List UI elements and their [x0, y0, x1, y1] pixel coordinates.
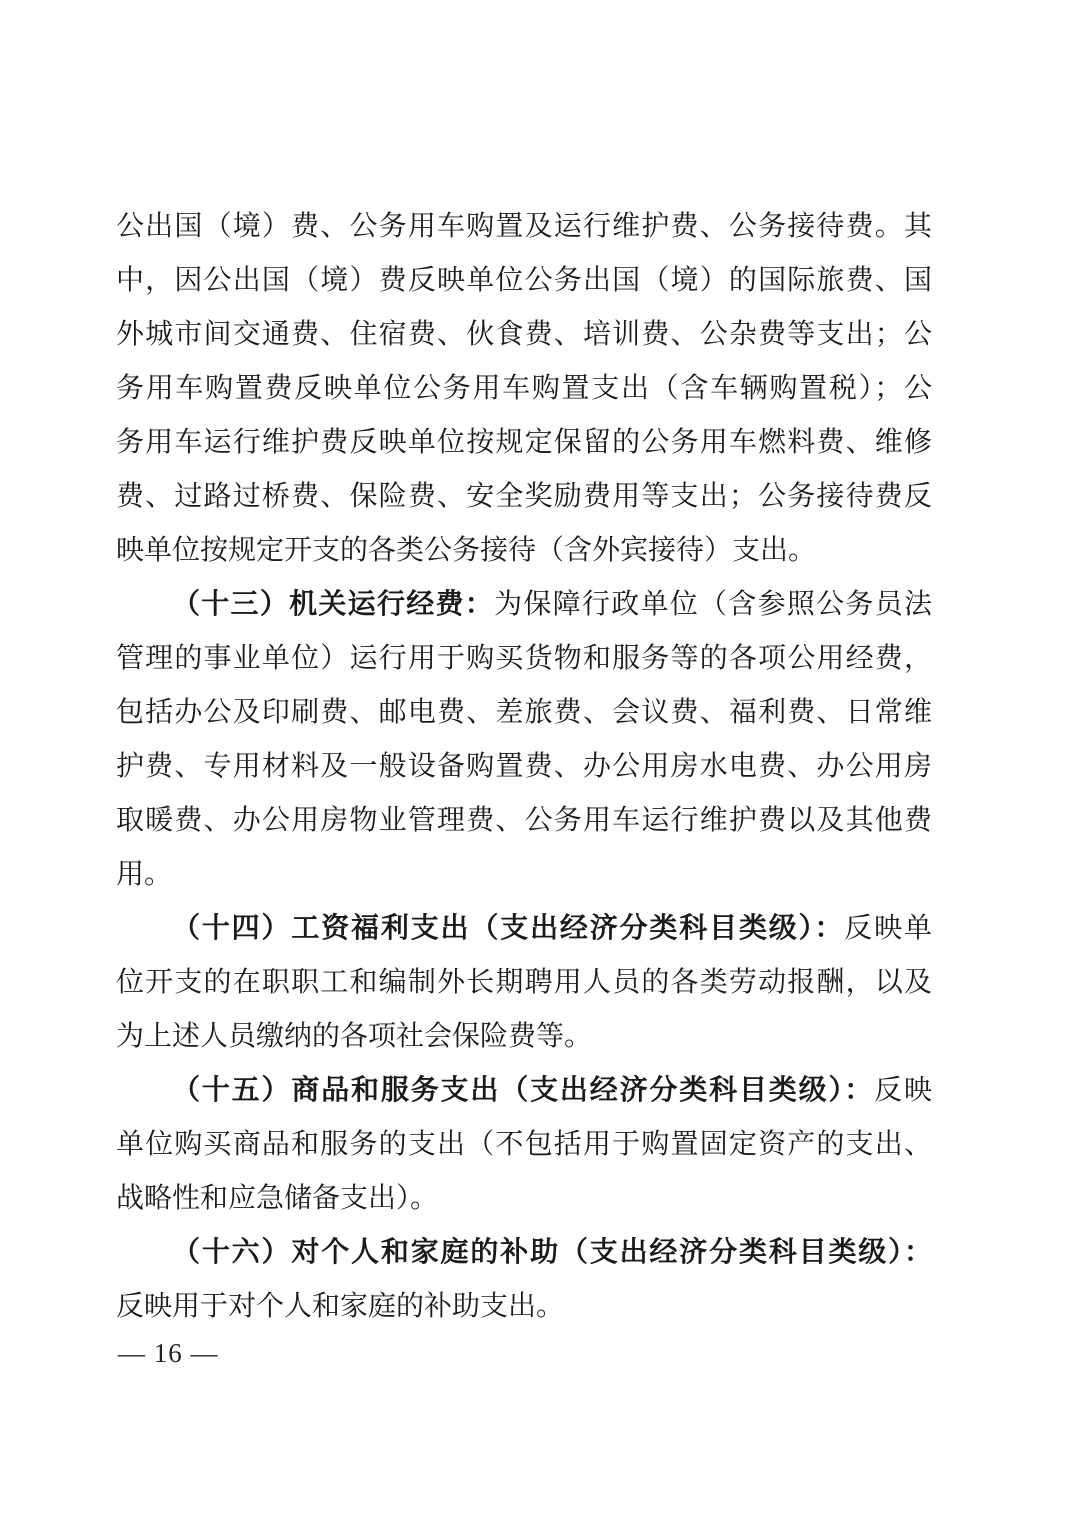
section-heading-text: （十三）机关运行经费：: [172, 589, 495, 620]
text-line-section-14: [116, 902, 932, 956]
text-line: [116, 794, 932, 848]
body-text: 务用车购置费反映单位公务用车购置支出（含车辆购置税）；公: [116, 373, 932, 404]
text-line: [116, 1280, 932, 1334]
text-line: [116, 200, 932, 254]
body-text: 公出国（境）费、公务用车购置及运行维护费、公务接待费。其: [116, 211, 932, 242]
text-line: [116, 308, 932, 362]
text-line: [116, 470, 932, 524]
text-line: [116, 1118, 932, 1172]
text-line: [116, 254, 932, 308]
body-text: 外城市间交通费、住宿费、伙食费、培训费、公杂费等支出；公: [116, 319, 932, 350]
body-text: 为上述人员缴纳的各项社会保险费等。: [116, 1021, 593, 1052]
body-text: 包括办公及印刷费、邮电费、差旅费、会议费、福利费、日常维: [116, 697, 932, 728]
text-line: [116, 1010, 932, 1064]
body-text: 战略性和应急储备支出）。: [116, 1183, 439, 1214]
text-line: [116, 524, 932, 578]
section-heading-text: （十六）对个人和家庭的补助（支出经济分类科目类级）：: [172, 1237, 932, 1268]
body-text: 务用车运行维护费反映单位按规定保留的公务用车燃料费、维修: [116, 427, 932, 458]
body-text: 护费、专用材料及一般设备购置费、办公用房水电费、办公用房: [116, 751, 932, 782]
text-line-section-16: [116, 1226, 932, 1280]
text-line: [116, 362, 932, 416]
text-line: [116, 848, 932, 902]
body-text: 反映: [874, 1075, 932, 1106]
body-text: 中，因公出国（境）费反映单位公务出国（境）的国际旅费、国: [116, 265, 932, 296]
body-text: 费、过路过桥费、保险费、安全奖励费用等支出；公务接待费反: [116, 481, 932, 512]
text-line: [116, 416, 932, 470]
body-text: 用。: [116, 859, 173, 890]
text-line: [116, 1172, 932, 1226]
text-line-section-13: [116, 578, 932, 632]
text-line: [116, 686, 932, 740]
body-text: 反映单: [844, 913, 932, 944]
text-line: [116, 632, 932, 686]
section-heading-text: （十五）商品和服务支出（支出经济分类科目类级）：: [172, 1075, 875, 1106]
body-text: 单位购买商品和服务的支出（不包括用于购置固定资产的支出、: [116, 1129, 932, 1160]
page-number: — 16 —: [118, 1338, 219, 1368]
text-line: [116, 740, 932, 794]
body-text: 管理的事业单位）运行用于购买货物和服务等的各项公用经费，: [116, 643, 932, 674]
text-line: [116, 956, 932, 1010]
section-heading-text: （十四）工资福利支出（支出经济分类科目类级）：: [172, 913, 845, 944]
body-text: 取暖费、办公用房物业管理费、公务用车运行维护费以及其他费: [116, 805, 932, 836]
body-text: 反映用于对个人和家庭的补助支出。: [116, 1291, 565, 1322]
body-text: 映单位按规定开支的各类公务接待（含外宾接待）支出。: [116, 535, 817, 566]
document-body: [116, 200, 932, 1334]
body-text: 为保障行政单位（含参照公务员法: [494, 589, 932, 620]
text-line-section-15: [116, 1064, 932, 1118]
body-text: 位开支的在职职工和编制外长期聘用人员的各类劳动报酬，以及: [116, 967, 932, 998]
